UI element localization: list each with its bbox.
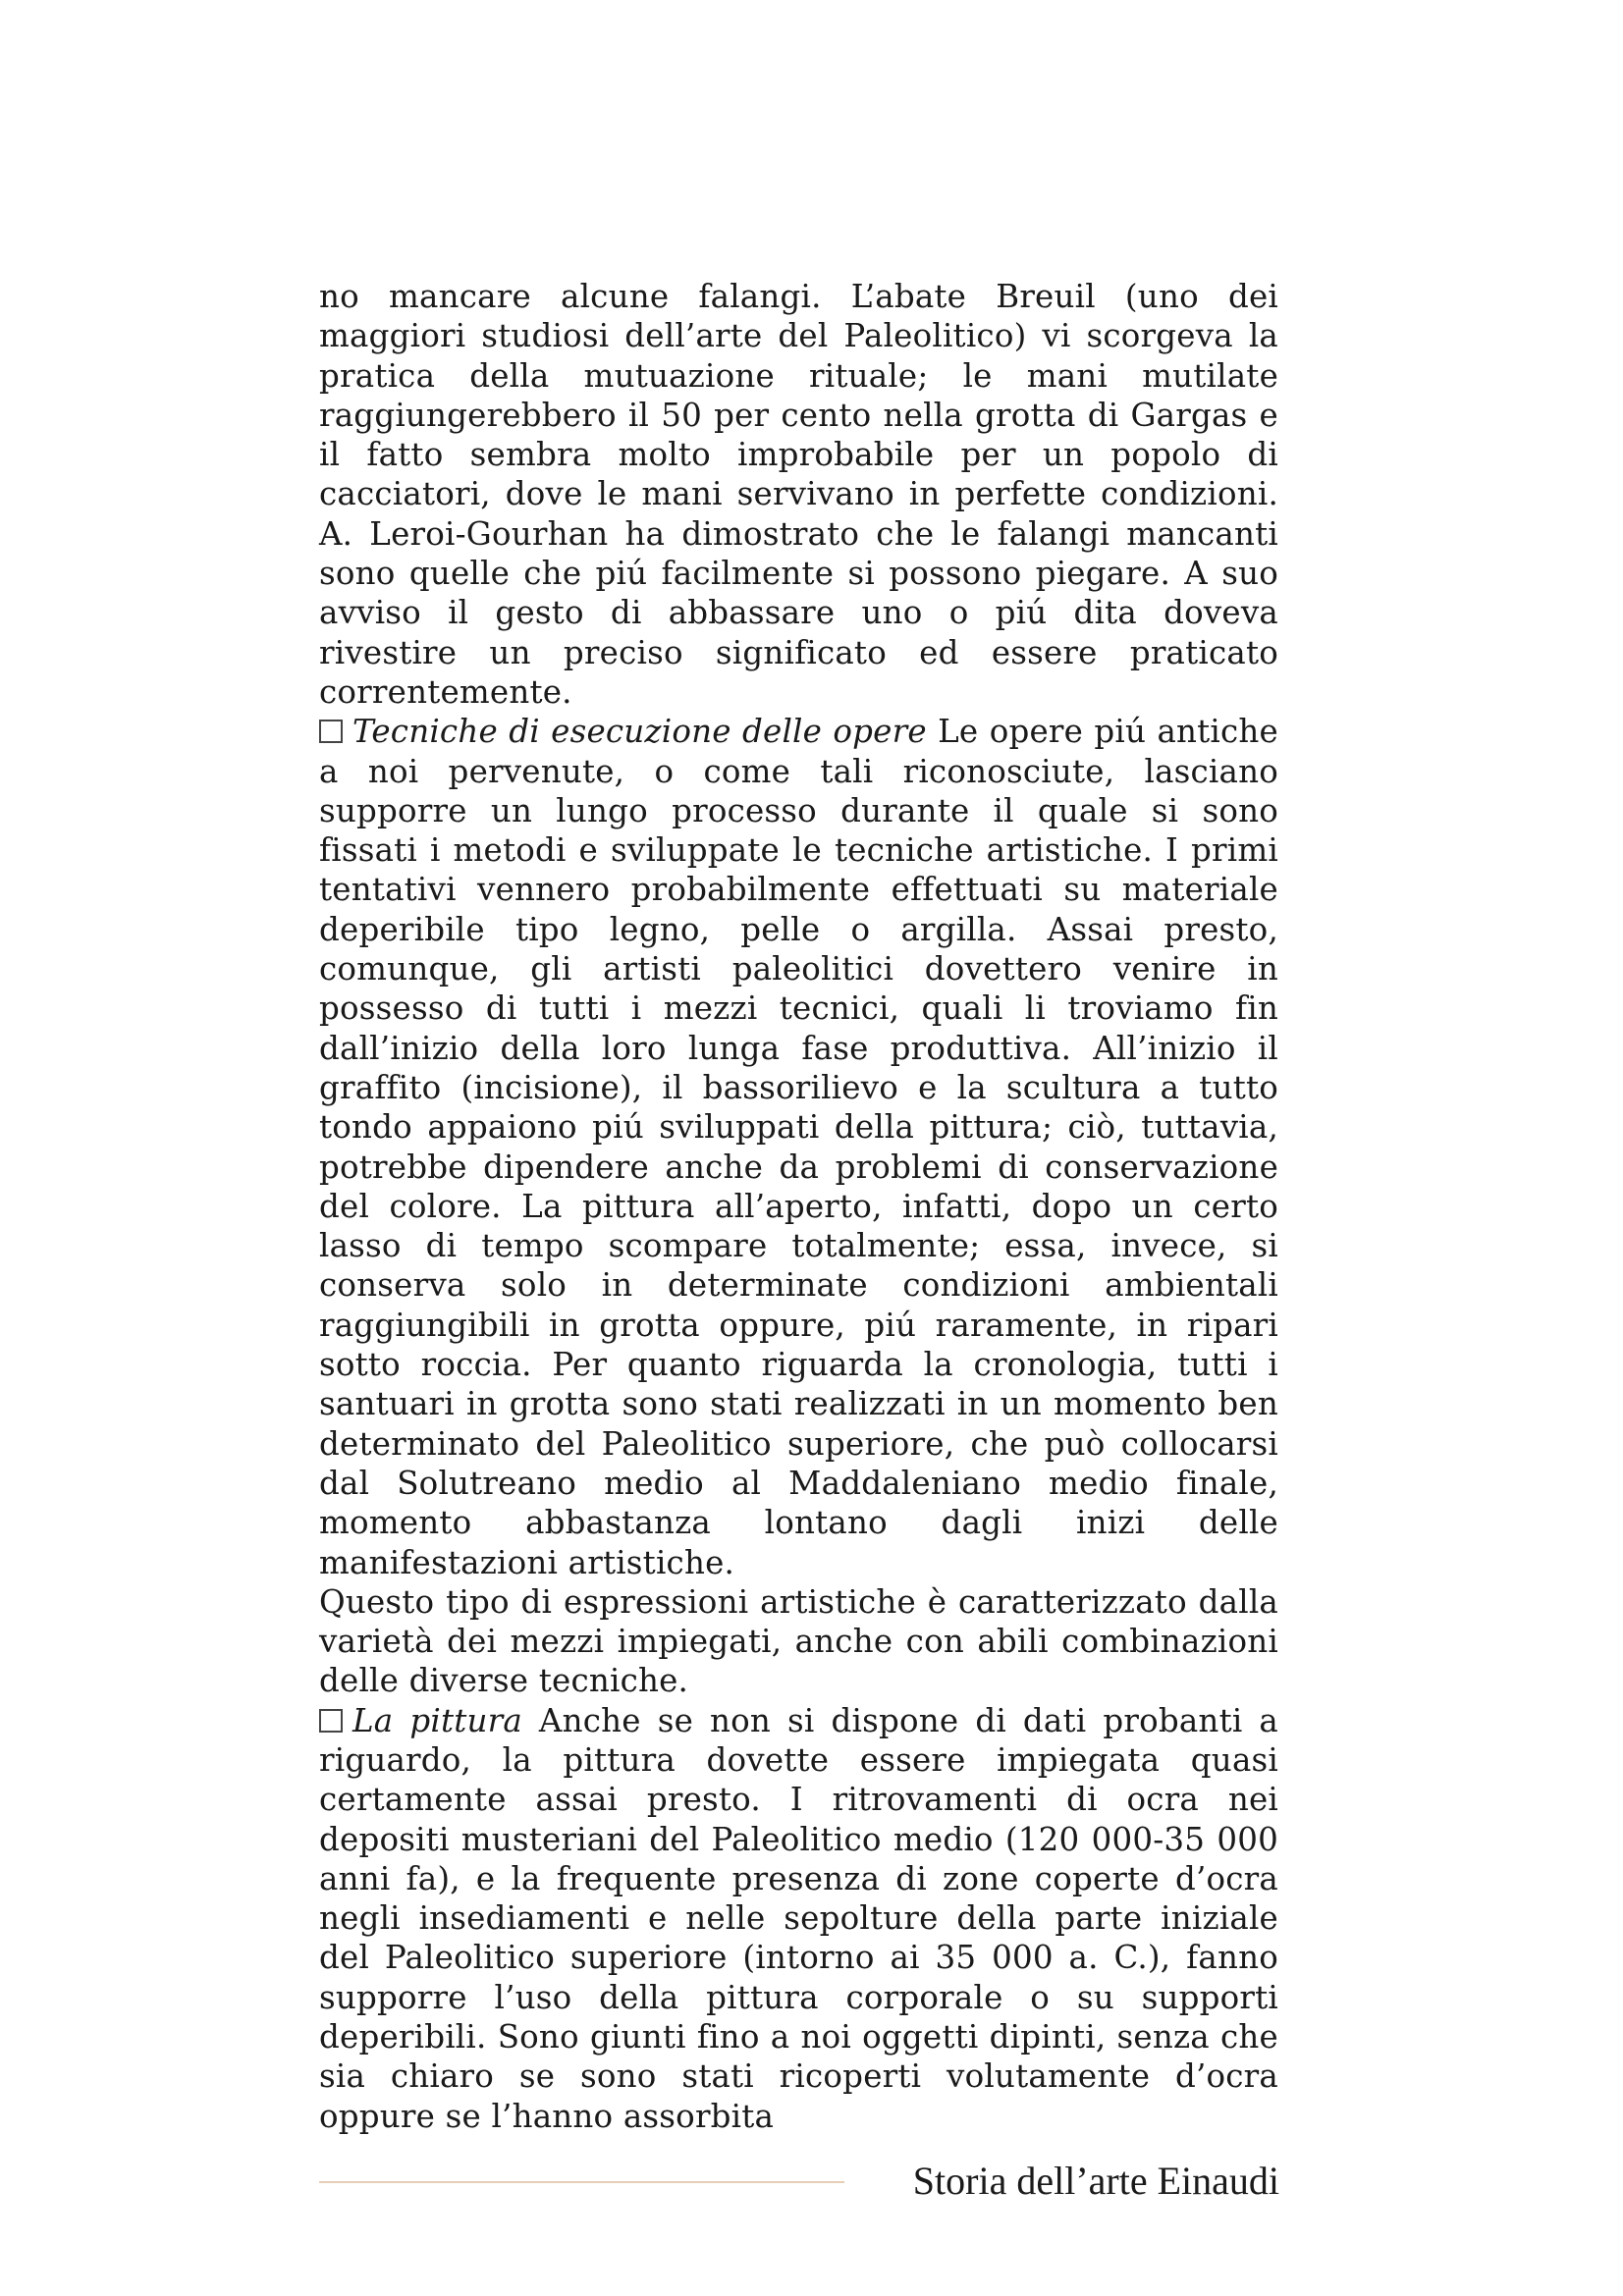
section-text-tecniche: Le opere piú antiche a noi pervenute, o come tali riconosciute, lasciano supporre un lungo processo durante il quale si sono fissati i metodi e sviluppate le tecniche artistiche. I primi tentativi vennero probabilmente effettuati su materiale deperibile tipo legno, pelle o argilla. Assai presto, comunque, gli artisti paleolitici dovettero venire in possesso di tutti i mezzi tecnici, quali li troviamo fin dall’inizio della loro lunga fase produttiva. All’inizio il graffito (incisione), il bassorilievo e la scultura a tutto tondo appaiono piú sviluppati della pittura; ciò, tuttavia, potrebbe dipendere anche da problemi di conservazione del colore. La pittura all’aperto, infatti, dopo un certo lasso di tempo scompare totalmente; essa, invece, si conserva solo in determinate condizioni ambientali raggiungibili in grotta oppure, piú raramente, in ripari sotto roccia. Per quanto riguarda la cronologia, tutti i santuari in grotta sono stati realizzati in un momento ben determinato del Paleolitico superiore, che può collocarsi dal Solutreano medio al Maddaleniano medio finale, momento abbastanza lontano dagli inizi delle manifestazioni artistiche. xyxy=(319,713,1278,1581)
paragraph-espressioni: Questo tipo di espressioni artistiche è caratterizzato dalla varietà dei mezzi impiegati, anche con abili combinazioni delle diverse tecniche. xyxy=(319,1582,1278,1700)
body-text xyxy=(319,277,1278,2136)
section-title-tecniche: Tecniche di esecuzione delle opere xyxy=(352,713,927,751)
section-title-pittura: La pittura xyxy=(352,1701,522,1739)
section-tecniche xyxy=(319,712,1278,1582)
footer-title: Storia dell’arte Einaudi xyxy=(912,2159,1279,2203)
section-pittura xyxy=(319,1701,1278,2136)
section-text-pittura: Anche se non si dispone di dati probanti a riguardo, la pittura dovette essere impiegata quasi certamente assai presto. I ritrovamenti di ocra nei depositi musteriani del Paleolitico medio (120 000-35 000 anni fa), e la frequente presenza di zone coperte d’ocra negli insediamenti e nelle sepolture della parte iniziale del Paleolitico superiore (intorno ai 35 000 a. C.), fanno supporre l’uso della pittura corporale o su supporti deperibili. Sono giunti fino a noi oggetti dipinti, senza che sia chiaro se sono stati ricoperti volutamente d’ocra oppure se l’hanno assorbita xyxy=(319,1701,1278,2135)
footer-rule xyxy=(319,2181,844,2183)
square-bullet-icon xyxy=(319,1709,343,1733)
paragraph-intro: no mancare alcune falangi. L’abate Breuil (uno dei maggiori studiosi dell’arte del Paleolitico) vi scorgeva la pratica della mutuazione rituale; le mani mutilate raggiungerebbero il 50 per cento nella grotta di Gargas e il fatto sembra molto improbabile per un popolo di cacciatori, dove le mani servivano in perfette condizioni. A. Leroi-Gourhan ha dimostrato che le falangi mancanti sono quelle che piú facilmente si possono piegare. A suo avviso il gesto di abbassare uno o piú dita doveva rivestire un preciso significato ed essere praticato correntemente. xyxy=(319,278,1278,711)
square-bullet-icon xyxy=(319,720,343,743)
